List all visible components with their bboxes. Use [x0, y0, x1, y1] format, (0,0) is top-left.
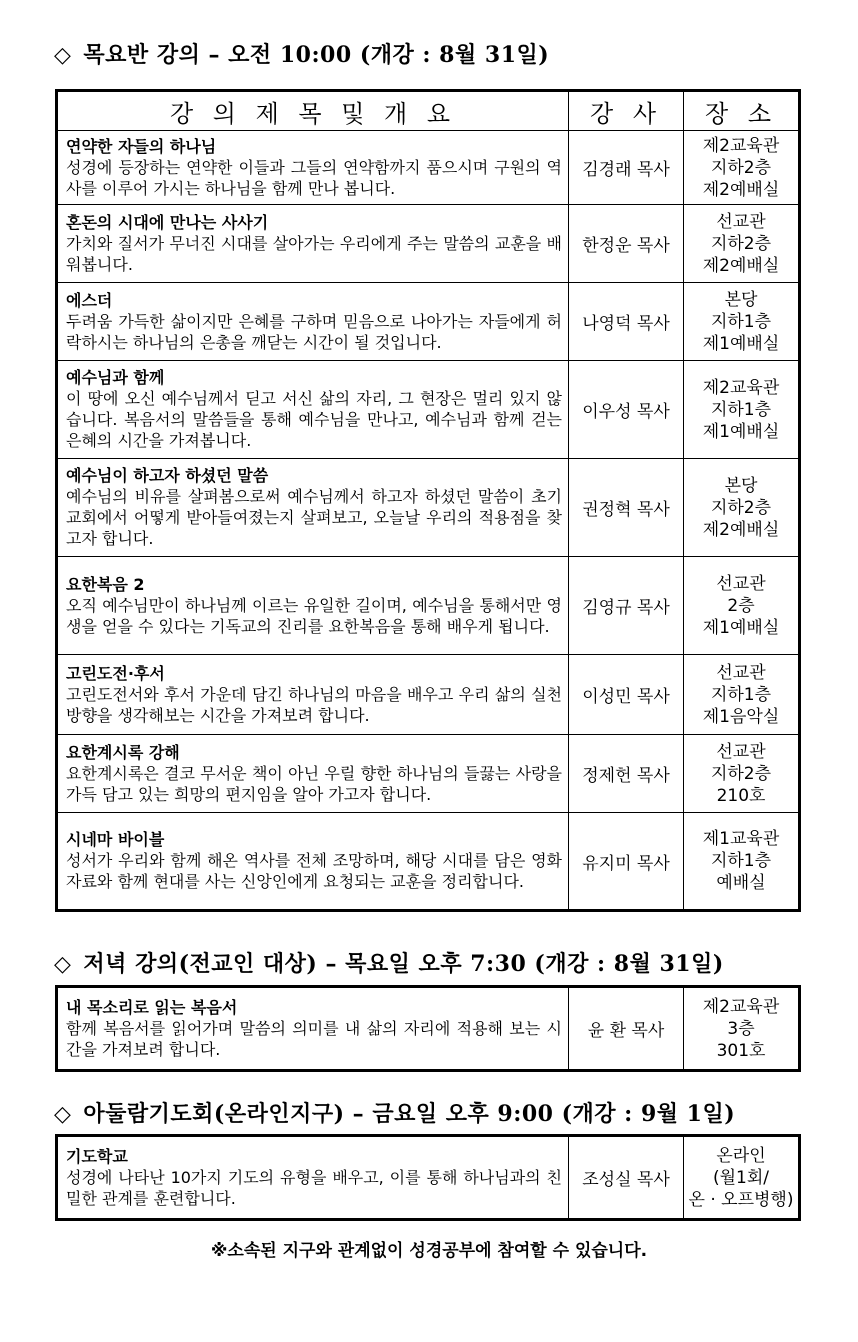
place-line: 본당	[724, 289, 758, 310]
section-title-adullam	[54, 1097, 735, 1128]
place-line: 지하1층	[710, 311, 772, 332]
table-row	[57, 205, 800, 283]
lecture-title: 기도학교	[66, 1146, 128, 1166]
lecture-place	[684, 557, 800, 655]
lecture-description: 성서가 우리와 함께 해온 역사를 전체 조망하며, 해당 시대를 담은 영화 자료와 함께 현대를 사는 신앙인에게 요청되는 교훈을 정리합니다.	[66, 851, 562, 891]
lecture-title: 요한복음 2	[66, 574, 145, 594]
lecture-place	[684, 1136, 800, 1220]
place-line: 제2교육관	[702, 377, 780, 398]
lecture-description: 가치와 질서가 무너진 시대를 살아가는 우리에게 주는 말씀의 교훈을 배워봅니다.	[66, 233, 562, 274]
lecture-place	[684, 361, 800, 459]
place-line: 지하1층	[710, 684, 772, 705]
lecture-description: 요한계시록은 결코 무서운 책이 아닌 우릴 향한 하나님의 들끓는 사랑을 가득 담고 있는 희망의 편지임을 알아 가고자 합니다.	[66, 763, 562, 804]
lecture-description: 두려움 가득한 삶이지만 은혜를 구하며 믿음으로 나아가는 자들에게 허락하시는 하나님의 은총을 깨닫는 시간이 될 것입니다.	[66, 311, 562, 352]
header-lecturer: 강 사	[569, 91, 684, 131]
place-line: 제1음악실	[702, 706, 780, 727]
place-line: 301호	[716, 1040, 766, 1061]
section-title-text: 아둘람기도회(온라인지구) – 금요일 오후 9:00 (개강 : 9월 1일)	[83, 1101, 736, 1127]
place-line: 예배실	[716, 873, 766, 893]
lecture-cell	[57, 813, 569, 911]
lecture-place	[684, 735, 800, 813]
lecture-description: 성경에 나타난 10가지 기도의 유형을 배우고, 이를 통해 하나님과의 친밀한 관계를 훈련합니다.	[66, 1167, 562, 1208]
adullam-lecture-table	[55, 1134, 801, 1221]
lecture-place	[684, 283, 800, 361]
place-line: 선교관	[716, 662, 766, 683]
diamond-icon: ◇	[54, 43, 72, 68]
footnote: ※소속된 지구와 관계없이 성경공부에 참여할 수 있습니다.	[210, 1241, 648, 1261]
place-line: 제2예배실	[702, 519, 780, 540]
table-row	[57, 655, 800, 735]
place-line: 선교관	[716, 211, 766, 232]
lecture-description: 함께 복음서를 읽어가며 말씀의 의미를 내 삶의 자리에 적용해 보는 시간을 가져보려 합니다.	[66, 1018, 562, 1059]
lecture-cell	[57, 283, 569, 361]
table-row	[57, 283, 800, 361]
lecture-title: 고린도전·후서	[66, 663, 165, 683]
lecture-description: 고린도전서와 후서 가운데 담긴 하나님의 마음을 배우고 우리 삶의 실천 방향을 생각해보는 시간을 가져보려 합니다.	[66, 684, 562, 725]
place-line: 지하1층	[710, 399, 772, 420]
table-row	[57, 735, 800, 813]
lecture-description: 성경에 등장하는 연약한 이들과 그들의 연약함까지 품으시며 구원의 역사를 이루어 가시는 하나님을 함께 만나 봅니다.	[66, 157, 562, 198]
lecture-cell	[57, 205, 569, 283]
table-header-row	[57, 91, 800, 131]
diamond-icon: ◇	[54, 952, 72, 977]
place-line: 지하2층	[710, 233, 772, 254]
lecture-title: 내 목소리로 읽는 복음서	[66, 997, 238, 1017]
lecture-place	[684, 131, 800, 205]
place-line: 2층	[727, 595, 755, 616]
table-row	[57, 813, 800, 911]
lecturer-name: 유지미 목사	[569, 813, 684, 911]
lecture-place	[684, 459, 800, 557]
lecture-title: 예수님과 함께	[66, 368, 165, 387]
table-row	[57, 557, 800, 655]
place-line: 지하2층	[710, 497, 772, 518]
place-line: 3층	[727, 1018, 755, 1039]
place-line: (월1회/	[712, 1167, 770, 1188]
lecture-place	[684, 987, 800, 1071]
section-title-evening	[54, 947, 724, 978]
lecturer-name: 이우성 목사	[569, 361, 684, 459]
place-line: 제2예배실	[702, 179, 780, 200]
table-row	[57, 459, 800, 557]
evening-lecture-table	[55, 985, 801, 1072]
place-line: 210호	[716, 785, 766, 806]
lecture-description: 이 땅에 오신 예수님께서 딛고 서신 삶의 자리, 그 현장은 멀리 있지 않습니다. 복음서의 말씀들을 통해 예수님을 만나고, 예수님과 함께 걷는 은혜의 시간을 가져봅니다.	[66, 389, 562, 450]
lecture-cell	[57, 361, 569, 459]
lecture-place	[684, 655, 800, 735]
lecturer-name: 조성실 목사	[569, 1136, 684, 1220]
header-title-overview: 강 의 제 목 및 개 요	[57, 91, 569, 131]
lecture-place	[684, 205, 800, 283]
place-line: 온라인	[716, 1145, 766, 1166]
header-place: 장 소	[684, 91, 800, 131]
table-row	[57, 987, 800, 1071]
lecture-cell	[57, 655, 569, 735]
lecturer-name: 나영덕 목사	[569, 283, 684, 361]
lecturer-name: 김경래 목사	[569, 131, 684, 205]
table-row	[57, 361, 800, 459]
section-title-text: 목요반 강의 – 오전 10:00 (개강 : 8월 31일)	[83, 42, 550, 68]
place-line: 지하2층	[710, 157, 772, 178]
place-line: 제1예배실	[702, 421, 780, 442]
table-row	[57, 131, 800, 205]
lecture-cell	[57, 735, 569, 813]
lecture-cell	[57, 987, 569, 1071]
lecturer-name: 한정운 목사	[569, 205, 684, 283]
lecture-cell	[57, 459, 569, 557]
place-line: 온 · 오프병행)	[688, 1189, 794, 1210]
lecture-title: 에스더	[66, 290, 113, 310]
morning-lecture-table	[55, 89, 801, 912]
lecturer-name: 권정혁 목사	[569, 459, 684, 557]
place-line: 제2예배실	[702, 255, 780, 276]
lecturer-name: 윤 환 목사	[569, 987, 684, 1071]
lecture-cell	[57, 557, 569, 655]
lecturer-name: 정제헌 목사	[569, 735, 684, 813]
place-line: 제1예배실	[702, 333, 780, 354]
section-title-morning	[54, 38, 549, 69]
section-title-text: 저녁 강의(전교인 대상) – 목요일 오후 7:30 (개강 : 8월 31일)	[83, 951, 724, 977]
lecture-cell	[57, 1136, 569, 1220]
lecture-title: 연약한 자들의 하나님	[66, 136, 217, 156]
lecture-title: 예수님이 하고자 하셨던 말씀	[66, 466, 269, 485]
lecture-title: 혼돈의 시대에 만나는 사사기	[66, 212, 269, 232]
place-line: 제1예배실	[702, 617, 780, 638]
place-line: 선교관	[716, 573, 766, 594]
table-row	[57, 1136, 800, 1220]
lecture-place	[684, 813, 800, 911]
place-line: 지하1층	[710, 851, 772, 871]
lecture-cell	[57, 131, 569, 205]
lecturer-name: 이성민 목사	[569, 655, 684, 735]
place-line: 본당	[724, 475, 758, 496]
lecture-title: 시네마 바이블	[66, 830, 165, 849]
lecture-description: 오직 예수님만이 하나님께 이르는 유일한 길이며, 예수님을 통해서만 영생을 얻을 수 있다는 기독교의 진리를 요한복음을 통해 배우게 됩니다.	[66, 595, 562, 636]
diamond-icon: ◇	[54, 1102, 72, 1127]
place-line: 지하2층	[710, 763, 772, 784]
place-line: 제1교육관	[702, 829, 780, 849]
lecture-title: 요한계시록 강해	[66, 742, 180, 762]
place-line: 제2교육관	[702, 135, 780, 156]
lecture-description: 예수님의 비유를 살펴봄으로써 예수님께서 하고자 하셨던 말씀이 초기교회에서 어떻게 받아들여졌는지 살펴보고, 오늘날 우리의 적용점을 찾고자 합니다.	[66, 487, 562, 548]
lecturer-name: 김영규 목사	[569, 557, 684, 655]
place-line: 선교관	[716, 741, 766, 762]
place-line: 제2교육관	[702, 996, 780, 1017]
